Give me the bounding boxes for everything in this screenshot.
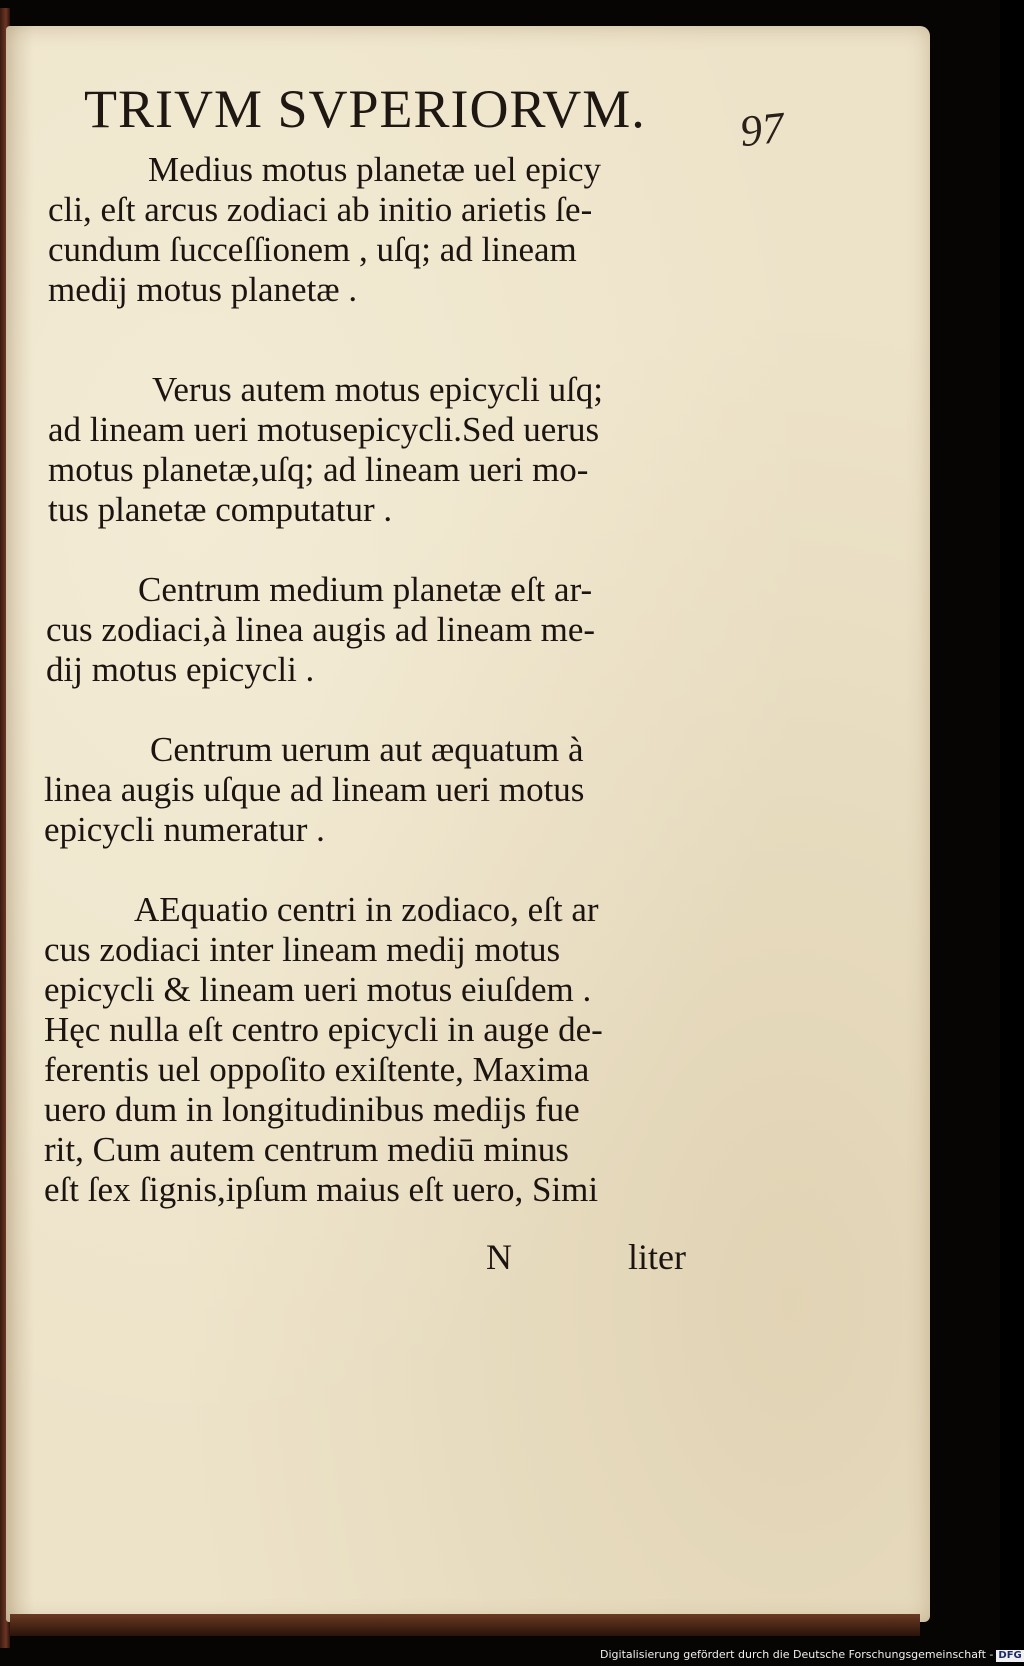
page-number: 97	[737, 102, 787, 157]
paragraph	[44, 150, 704, 310]
text-line: cundum ſucceſſionem , uſq; ad lineam	[48, 230, 577, 269]
digitization-credit	[600, 1648, 1024, 1662]
signature-mark: N	[486, 1237, 512, 1277]
text-line: tus planetæ computatur .	[48, 490, 393, 529]
text-line: ad lineam ueri motusepicycli.Sed uerus	[48, 410, 600, 449]
text-line: epicycli & lineam ueri motus eiuſdem .	[44, 970, 592, 1009]
text-line: Hęc nulla eſt centro epicycli in auge de-	[44, 1010, 603, 1049]
text-line: Medius motus planetæ uel epicy	[148, 150, 601, 189]
text-line: rit, Cum autem centrum mediū minus	[44, 1130, 569, 1169]
paragraph	[44, 890, 704, 1210]
body-text	[44, 150, 704, 1210]
text-line: eſt ſex ſignis,ipſum maius eſt uero, Simi	[44, 1170, 599, 1209]
dfg-logo: DFG	[998, 1650, 1022, 1661]
text-line: uero dum in longitudinibus medijs fue	[44, 1090, 580, 1129]
credit-text: Digitalisierung gefördert durch die Deutsche Forschungsgemeinschaft -	[600, 1648, 994, 1661]
text-line: linea augis uſque ad lineam ueri motus	[44, 770, 585, 809]
running-title: TRIVM SVPERIORVM.	[84, 79, 646, 139]
text-line: medij motus planetæ .	[48, 270, 358, 309]
text-line: Centrum medium planetæ eſt ar-	[138, 570, 593, 609]
text-line: cus zodiaci inter lineam medij motus	[44, 930, 561, 969]
catchword: liter	[628, 1237, 686, 1277]
paragraph	[44, 730, 704, 850]
text-line: Verus autem motus epicycli uſq;	[152, 370, 604, 409]
text-line: cus zodiaci,à linea augis ad lineam me-	[46, 610, 596, 649]
text-line: dij motus epicycli .	[46, 650, 315, 689]
paragraph	[44, 570, 704, 690]
text-line: AEquatio centri in zodiaco, eſt ar	[134, 890, 599, 929]
text-line: ferentis uel oppoſito exiſtente, Maxima	[44, 1050, 590, 1089]
text-line: Centrum uerum aut æquatum à	[150, 730, 584, 769]
text-line: motus planetæ,uſq; ad lineam ueri mo-	[48, 450, 589, 489]
text-line: cli, eſt arcus zodiaci ab initio arietis ſe-	[48, 190, 593, 229]
page-bottom-edge	[10, 1614, 920, 1636]
text-line: epicycli numeratur .	[44, 810, 325, 849]
paragraph	[44, 370, 704, 530]
